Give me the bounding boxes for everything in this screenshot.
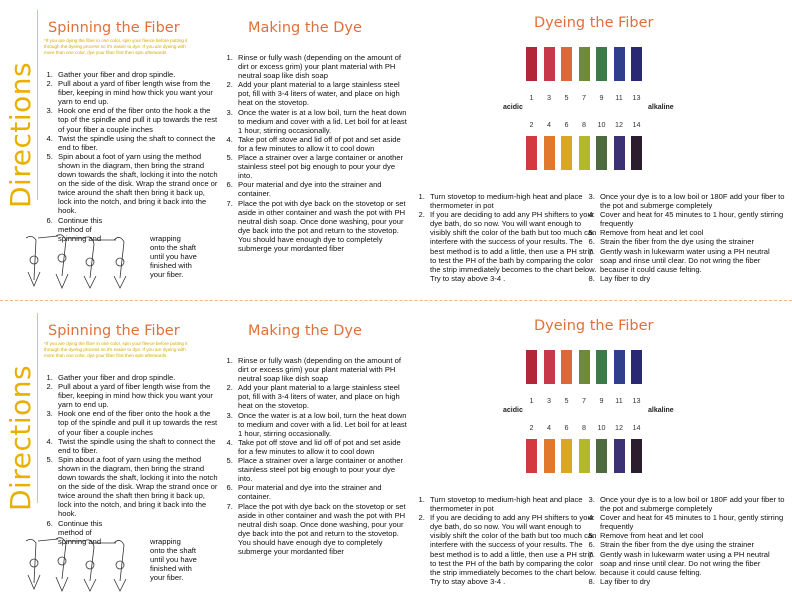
alkaline-label: alkaline [648, 407, 674, 414]
making-step: 3. Once the water is at a low boil, turn the heat down to medium and cover with a lid. Let boil for at least 1 hour, stirring occasionally. [235, 108, 407, 135]
ph-swatch [596, 136, 607, 170]
dyeing-step: 8. Lay fiber to dry [597, 577, 787, 586]
making-step: 5. Place a strainer over a large container or another stainless steel pot big enough to pour your dye into. [235, 153, 407, 180]
spinning-diagram-icon [18, 535, 150, 595]
spinning-note: *If you are dying the fiber in one color, spin your fleece before putting it through the dyeing process so it's easier to dye. If you are dyeing with more than one color, dye your fiber first then spin afterwards. [44, 341, 188, 358]
making-step: 3. Once the water is at a low boil, turn the heat down to medium and cover with a lid. Let boil for at least 1 hour, stirring occasionally. [235, 411, 407, 438]
spinning-step: 1. Gather your fiber and drop spindle. [55, 70, 218, 79]
spinning-step: 6. Continue this method of spinning and [55, 519, 218, 546]
spinning-title: Spinning the Fiber [48, 20, 180, 36]
alkaline-label: alkaline [648, 104, 674, 111]
spinning-step: 5. Spin about a foot of yarn using the method shown in the diagram, then bring the strand down towards the shaft, locking it into the notch on the side of the disk. Wrap the strand once or twice around the shaft then bring it back up, lock into the notch, and bring it back into the hook. [55, 152, 218, 216]
continuation-line: finished with [150, 564, 192, 574]
ph-number: 5 [564, 93, 569, 102]
ph-number: 14 [632, 120, 641, 129]
ph-swatch [561, 350, 572, 384]
ph-swatch [614, 350, 625, 384]
ph-number: 11 [615, 93, 623, 102]
ph-swatch [526, 350, 537, 384]
ph-number: 6 [564, 423, 569, 432]
spinning-steps [38, 373, 218, 546]
continuation-line: finished with [150, 261, 192, 271]
ph-number: 6 [564, 120, 569, 129]
dyeing-step: 4. Cover and heat for 45 minutes to 1 hour, gently stirring frequently [597, 513, 787, 531]
dyeing-step: 4. Cover and heat for 45 minutes to 1 hour, gently stirring frequently [597, 210, 787, 228]
ph-swatch [614, 136, 625, 170]
ph-number: 10 [597, 423, 606, 432]
ph-number: 7 [582, 93, 586, 102]
continuation-line: until you have [150, 555, 197, 565]
acidic-label: acidic [503, 407, 523, 414]
ph-swatch [596, 350, 607, 384]
making-step: 5. Place a strainer over a large container or another stainless steel pot big enough to pour your dye into. [235, 456, 407, 483]
making-steps [218, 53, 407, 253]
ph-number: 1 [529, 93, 534, 102]
dyeing-step: 7. Gently wash in lukewarm water using a PH neutral soap and rinse until clear. Do not wring the fiber because it could cause felting. [597, 550, 787, 577]
ph-number: 9 [599, 93, 604, 102]
ph-number: 4 [547, 120, 551, 129]
continuation-line: wrapping [150, 537, 181, 546]
dyeing-step: 6. Strain the fiber from the dye using the strainer [597, 540, 787, 549]
ph-swatch [579, 350, 590, 384]
ph-swatch [561, 136, 572, 170]
spinning-step: 6. Continue this method of spinning and [55, 216, 218, 243]
dyeing-steps-b [580, 495, 787, 586]
ph-number: 12 [615, 120, 623, 129]
side-title: Directions [4, 364, 37, 511]
dyeing-steps-a [410, 495, 597, 586]
dyeing-step: 3. Once your dye is to a low boil or 180F add your fiber to the pot and submerge completely [597, 192, 787, 210]
spinning-note: *If you are dying the fiber in one color, spin your fleece before putting it through the dyeing process so it's easier to dye. If you are dyeing with more than one color, dye your fiber first then spin afterwards. [44, 38, 188, 55]
continuation-line: onto the shaft [150, 546, 197, 556]
ph-number: 4 [547, 423, 551, 432]
ph-number: 2 [529, 120, 534, 129]
ph-number: 7 [582, 396, 586, 405]
making-step: 6. Pour material and dye into the strainer and container. [235, 483, 407, 501]
spinning-title: Spinning the Fiber [48, 323, 180, 339]
dyeing-title: Dyeing the Fiber [534, 15, 654, 31]
ph-number: 8 [582, 120, 586, 129]
making-step: 2. Add your plant material to a large stainless steel pot, fill with 3-4 liters of water, and place on high heat on the stovetop. [235, 383, 407, 410]
ph-swatch [631, 439, 642, 473]
spinning-step: 3. Hook one end of the fiber onto the hook a the top of the spindle and pull it up towards the rest of your fiber a couple inches [55, 106, 218, 133]
making-step: 6. Pour material and dye into the strainer and container. [235, 180, 407, 198]
ph-swatch [631, 350, 642, 384]
spinning-diagram-icon [18, 232, 150, 292]
dyeing-title: Dyeing the Fiber [534, 318, 654, 334]
continuation-line: wrapping [150, 234, 181, 243]
ph-number: 5 [564, 396, 569, 405]
spinning-step: 1. Gather your fiber and drop spindle. [55, 373, 218, 382]
making-step: 2. Add your plant material to a large stainless steel pot, fill with 3-4 liters of water, and place on high heat on the stovetop. [235, 80, 407, 107]
ph-swatch [631, 47, 642, 81]
dyeing-step: 2. If you are deciding to add any PH shifters to your dye bath, do so now. You will want enough to visibly shift the color of the bath but too much can interfere with the success of your results. The best method is to add a little, then use a PH strip to test the PH of the bath by comparing the color the strip immediately becomes to the chart below. Try to stay above 3-4 . [427, 513, 597, 586]
dyeing-step: 1. Turn stovetop to medium-high heat and place thermometer in pot [427, 495, 597, 513]
ph-swatch [544, 350, 555, 384]
continuation-line: your fiber. [150, 573, 184, 583]
making-step: 7. Place the pot with dye back on the stovetop or set aside in other container and wash the pot with PH neutral dish soap. Once done washing, pour your dye back into the pot and return to the stovetop. You should have enough dye to completely submerge your mordanted fiber [235, 199, 407, 254]
dyeing-step: 1. Turn stovetop to medium-high heat and place thermometer in pot [427, 192, 597, 210]
making-step: 1. Rinse or fully wash (depending on the amount of dirt or excess grim) your plant material with PH neutral soap like dish soap [235, 53, 407, 80]
dyeing-step: 2. If you are deciding to add any PH shifters to your dye bath, do so now. You will want enough to visibly shift the color of the bath but too much can interfere with the success of your results. The best method is to add a little, then use a PH strip to test the PH of the bath by comparing the color the strip immediately becomes to the chart below. Try to stay above 3-4 . [427, 210, 597, 283]
continuation-line: until you have [150, 252, 197, 262]
spinning-step: 4. Twist the spindle using the shaft to connect the end to fiber. [55, 134, 218, 152]
spinning-step: 5. Spin about a foot of yarn using the method shown in the diagram, then bring the strand down towards the shaft, locking it into the notch on the side of the disk. Wrap the strand once or twice around the shaft then bring it back up, lock into the notch, and bring it back into the hook. [55, 455, 218, 519]
ph-number: 9 [599, 396, 604, 405]
ph-number: 14 [632, 423, 641, 432]
dyeing-step: 8. Lay fiber to dry [597, 274, 787, 283]
making-steps [218, 356, 407, 556]
spinning-step: 2. Pull about a yard of fiber length wise from the fiber, keeping in mind how thick you want your yarn to end up. [55, 79, 218, 106]
spinning-step: 3. Hook one end of the fiber onto the hook a the top of the spindle and pull it up towards the rest of your fiber a couple inches [55, 409, 218, 436]
dyeing-steps-b [580, 192, 787, 283]
making-step: 1. Rinse or fully wash (depending on the amount of dirt or excess grim) your plant material with PH neutral soap like dish soap [235, 356, 407, 383]
ph-swatch [631, 136, 642, 170]
dyeing-step: 3. Once your dye is to a low boil or 180F add your fiber to the pot and submerge completely [597, 495, 787, 513]
dyeing-step: 7. Gently wash in lukewarm water using a PH neutral soap and rinse until clear. Do not wring the fiber because it could cause felting. [597, 247, 787, 274]
ph-number: 8 [582, 423, 586, 432]
ph-number: 13 [632, 396, 641, 405]
ph-swatch [561, 47, 572, 81]
making-step: 4. Take pot off stove and lid off of pot and set aside for a few minutes to allow it to cool down [235, 438, 407, 456]
ph-swatch [614, 439, 625, 473]
ph-number: 3 [547, 396, 551, 405]
ph-swatch [579, 439, 590, 473]
ph-swatch [544, 47, 555, 81]
ph-swatch [544, 136, 555, 170]
ph-swatch [526, 439, 537, 473]
continuation-line: your fiber. [150, 270, 184, 280]
ph-swatch [579, 47, 590, 81]
ph-swatch [596, 47, 607, 81]
dyeing-step: 6. Strain the fiber from the dye using the strainer [597, 237, 787, 246]
ph-swatch [579, 136, 590, 170]
ph-swatch [526, 47, 537, 81]
ph-number: 3 [547, 93, 551, 102]
making-step: 7. Place the pot with dye back on the stovetop or set aside in other container and wash the pot with PH neutral dish soap. Once done washing, pour your dye back into the pot and return to the stovetop. You should have enough dye to completely submerge your mordanted fiber [235, 502, 407, 557]
ph-number: 13 [632, 93, 641, 102]
side-title: Directions [4, 61, 37, 208]
making-title: Making the Dye [248, 20, 362, 36]
continuation-line: onto the shaft [150, 243, 197, 253]
ph-swatch [544, 439, 555, 473]
acidic-label: acidic [503, 104, 523, 111]
ph-number: 10 [597, 120, 606, 129]
ph-swatch [614, 47, 625, 81]
spinning-step6-continuation [150, 234, 210, 279]
spinning-step: 2. Pull about a yard of fiber length wise from the fiber, keeping in mind how thick you want your yarn to end up. [55, 382, 218, 409]
ph-number: 11 [615, 396, 623, 405]
cut-line [0, 300, 792, 301]
ph-number: 12 [615, 423, 623, 432]
making-step: 4. Take pot off stove and lid off of pot and set aside for a few minutes to allow it to cool down [235, 135, 407, 153]
ph-swatch [561, 439, 572, 473]
spinning-step: 4. Twist the spindle using the shaft to connect the end to fiber. [55, 437, 218, 455]
direction-card-bottom [0, 303, 792, 603]
dyeing-step: 5. Remove from heat and let cool [597, 531, 787, 540]
ph-swatch [596, 439, 607, 473]
dyeing-steps-a [410, 192, 597, 283]
ph-swatch [526, 136, 537, 170]
making-title: Making the Dye [248, 323, 362, 339]
ph-number: 1 [529, 396, 534, 405]
direction-card-top [0, 0, 792, 300]
spinning-step6-continuation [150, 537, 210, 582]
ph-number: 2 [529, 423, 534, 432]
dyeing-step: 5. Remove from heat and let cool [597, 228, 787, 237]
spinning-steps [38, 70, 218, 243]
